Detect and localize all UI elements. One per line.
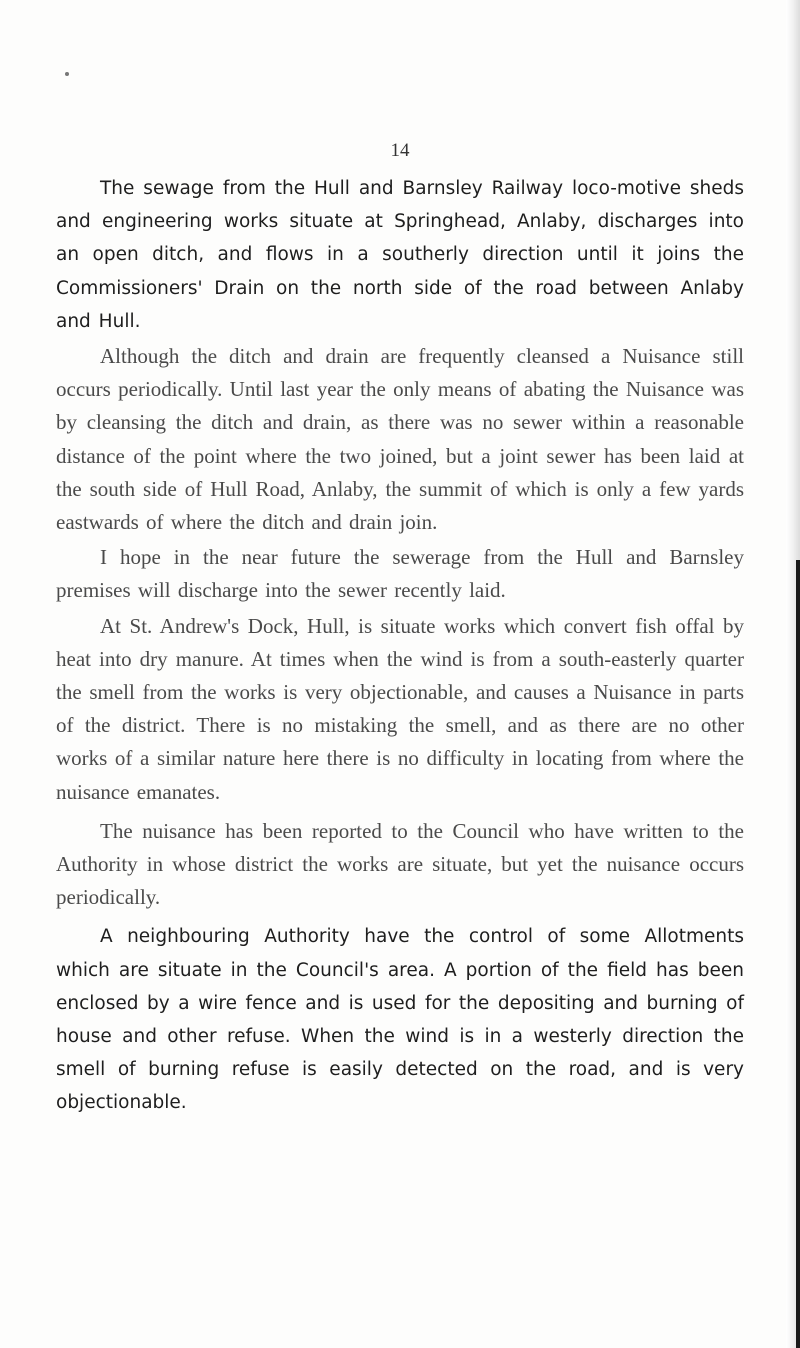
paragraph-railway-sewage: The sewage from the Hull and Barnsley Railway loco-motive sheds and engineering works situate at Springhead, Anlaby, discharges into an open ditch, and flows in a southerly direction until it joins the Commissioners' Drain on the north side of the road between Anlaby and Hull.	[56, 178, 744, 332]
body-text	[56, 172, 744, 1120]
paragraph-nuisance-cleansing: Although the ditch and drain are frequently cleansed a Nuisance still occurs periodically. Until last year the only means of abating the Nuisance was by cleansing the ditch and drain, as there was no sewer within a reasonable distance of the point where the two joined, but a joint sewer has been laid at the south side of Hull Road, Anlaby, the summit of which is only a few yards eastwards of where the ditch and drain join.	[56, 344, 744, 535]
paragraph-allotments-refuse: A neighbouring Authority have the control of some Allotments which are situate in the Council's area. A portion of the field has been enclosed by a wire fence and is used for the depositing and burning of house and other refuse. When the wind is in a westerly direction the smell of burning refuse is easily detected on the road, and is very objectionable.	[56, 926, 744, 1114]
paragraph-sewerage-hope: I hope in the near future the sewerage from the Hull and Barnsley premises will discharge into the sewer recently laid.	[56, 545, 744, 603]
binding-edge	[796, 560, 800, 1348]
paragraph-council-report: The nuisance has been reported to the Council who have written to the Authority in whose district the works are situate, but yet the nuisance occurs periodically.	[56, 818, 744, 910]
paragraph-fish-offal-works: At St. Andrew's Dock, Hull, is situate works which convert fish offal by heat into dry manure. At times when the wind is from a south-easterly quarter the smell from the works is very objectionable, and causes a Nuisance in parts of the district. There is no mistaking the smell, and as there are no other works of a similar nature here there is no difficulty in locating from where the nuisance emanates.	[56, 613, 744, 804]
page-speck	[65, 72, 69, 76]
page-number: 14	[390, 140, 410, 161]
